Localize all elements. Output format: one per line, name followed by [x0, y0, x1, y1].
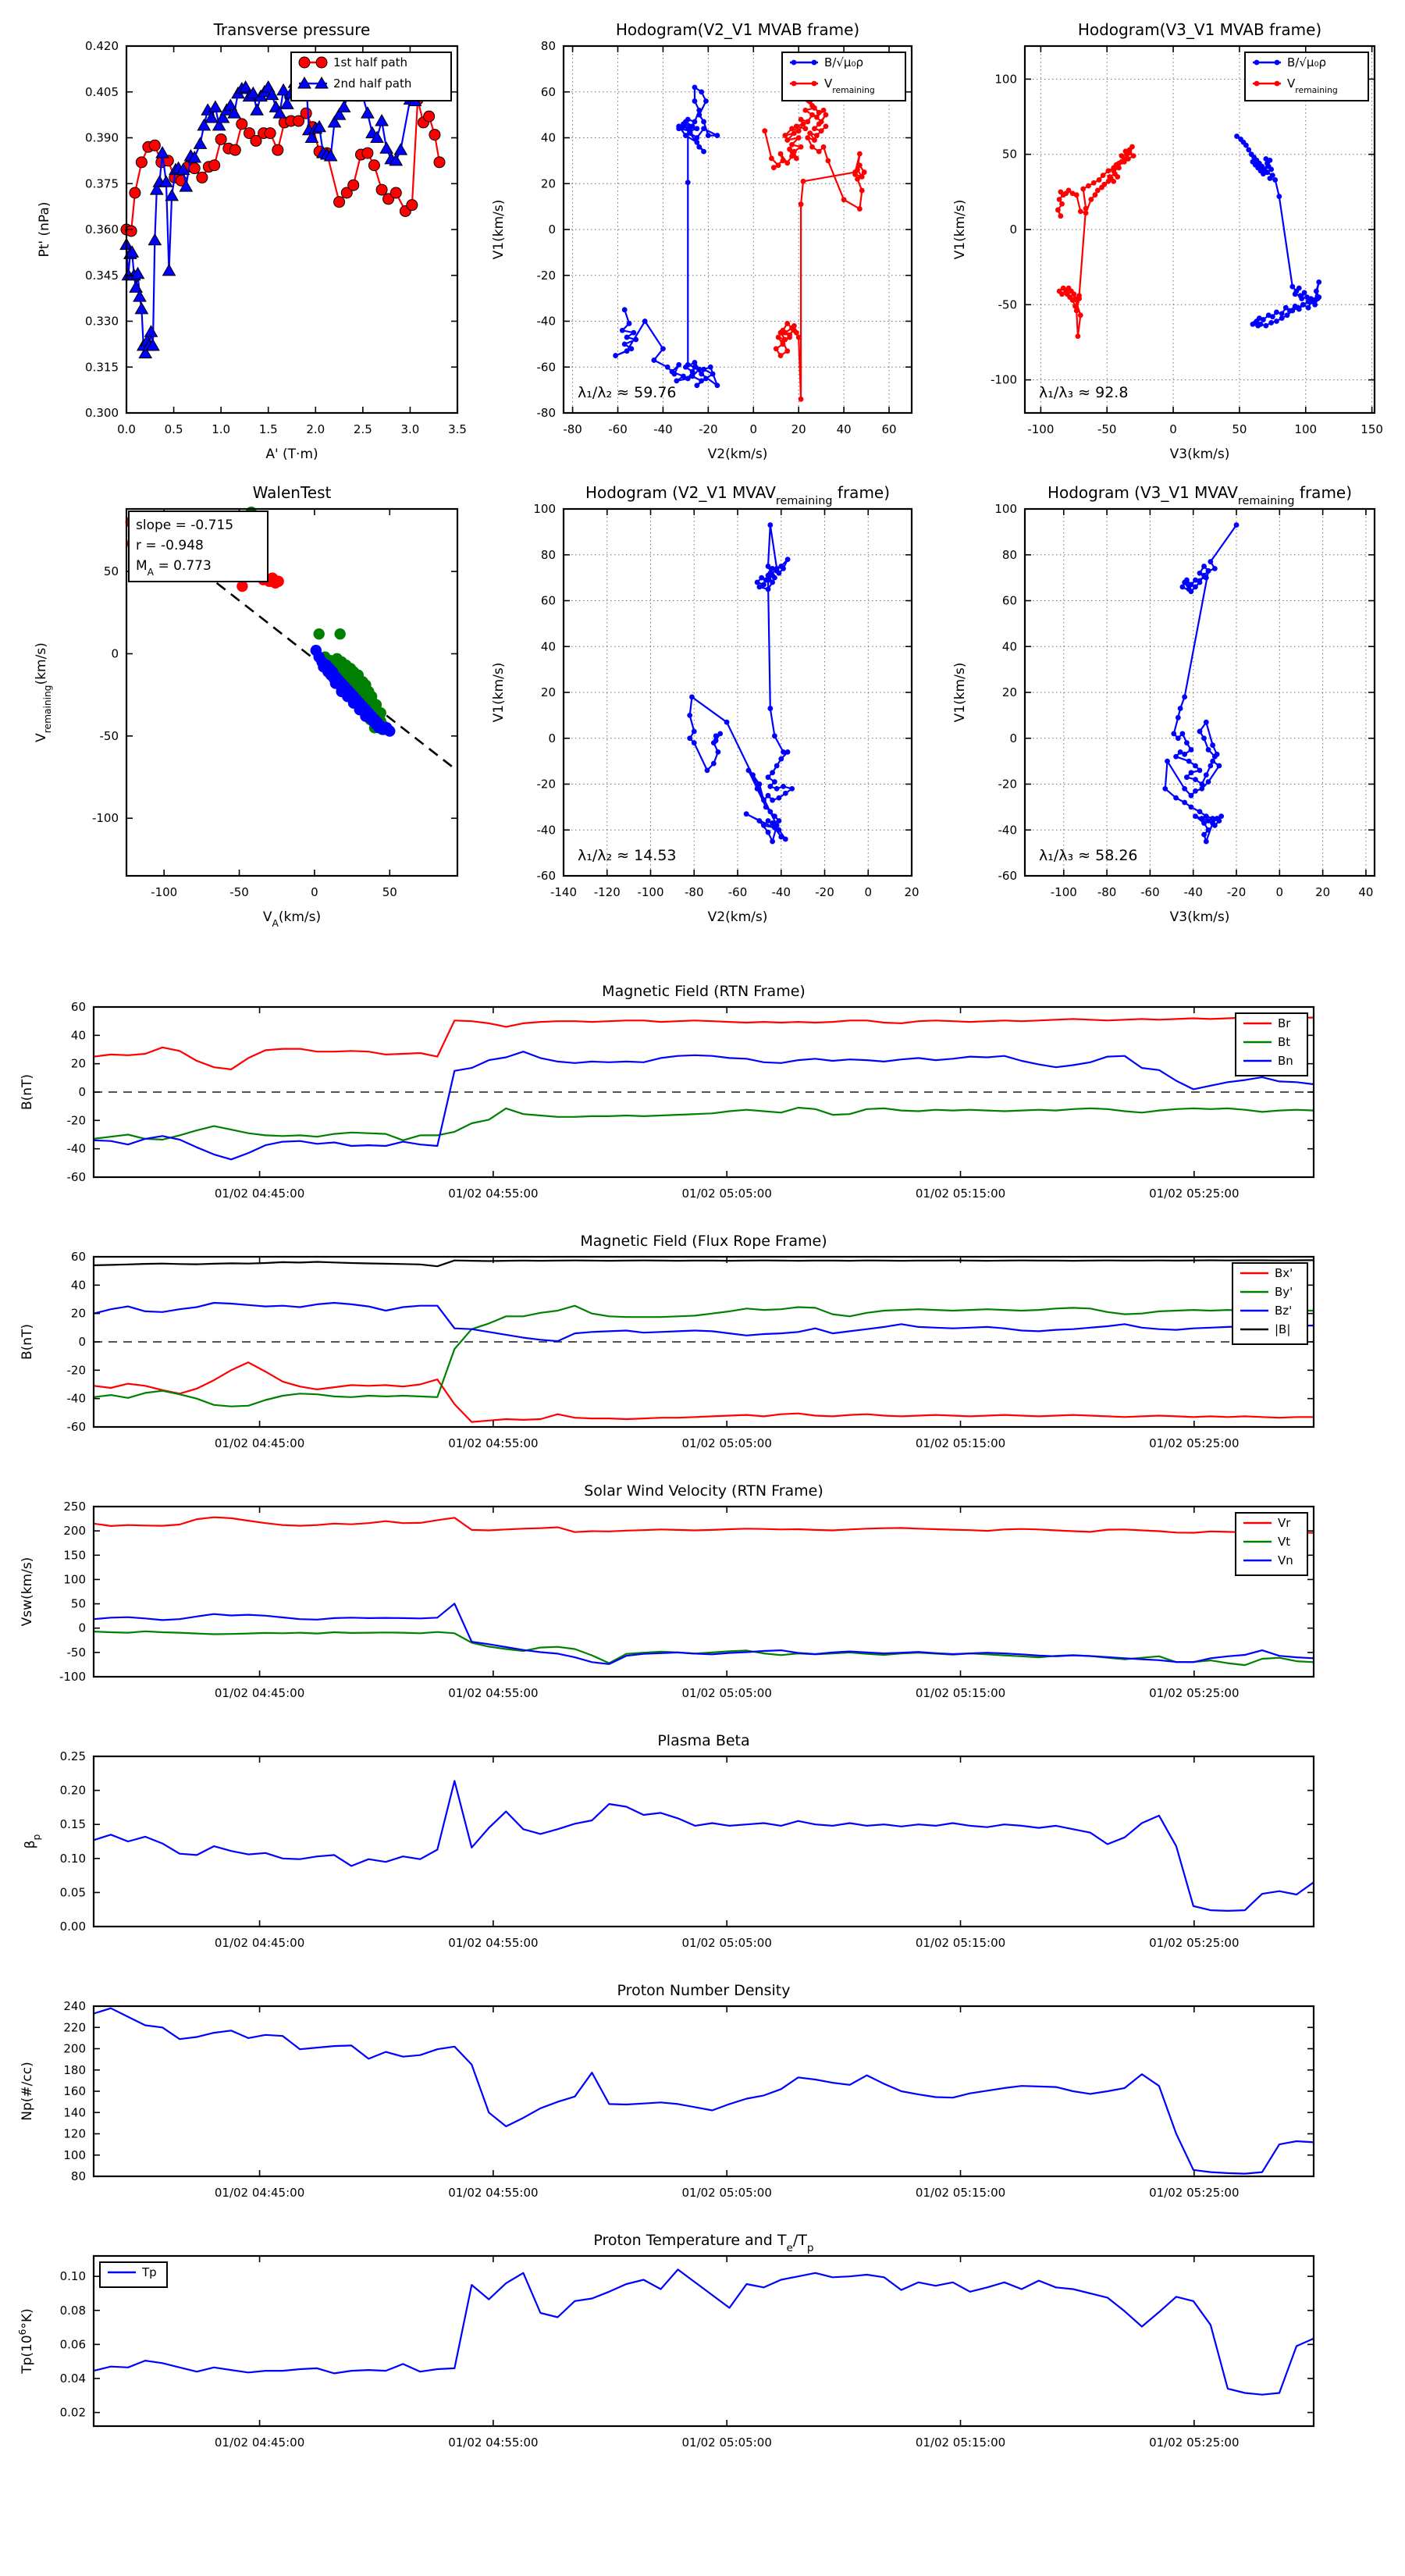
svg-text:01/02 05:25:00: 01/02 05:25:00: [1149, 1187, 1240, 1201]
svg-text:50: 50: [1001, 147, 1017, 162]
svg-text:40: 40: [836, 422, 852, 436]
svg-text:01/02 04:45:00: 01/02 04:45:00: [214, 1436, 305, 1450]
svg-text:-50: -50: [998, 297, 1017, 312]
svg-text:Solar Wind Velocity (RTN Frame: Solar Wind Velocity (RTN Frame): [584, 1482, 823, 1500]
svg-text:V1(km/s): V1(km/s): [952, 199, 968, 260]
svg-text:01/02 04:55:00: 01/02 04:55:00: [448, 1187, 539, 1201]
svg-text:-100: -100: [1050, 885, 1077, 899]
svg-text:0: 0: [311, 885, 318, 899]
svg-text:20: 20: [70, 1306, 86, 1321]
svg-text:-100: -100: [1027, 422, 1055, 436]
svg-text:-20: -20: [815, 885, 834, 899]
svg-text:-100: -100: [91, 811, 119, 826]
svg-text:0: 0: [78, 1621, 86, 1635]
svg-text:01/02 04:55:00: 01/02 04:55:00: [448, 1686, 539, 1700]
svg-text:Bn: Bn: [1278, 1054, 1293, 1068]
svg-text:60: 60: [881, 422, 897, 436]
svg-text:40: 40: [540, 639, 556, 654]
svg-text:By': By': [1275, 1285, 1293, 1299]
svg-text:Vremaining: $V_{remaining}$: [1287, 76, 1338, 95]
svg-text:50: 50: [382, 885, 397, 899]
svg-text:01/02 04:45:00: 01/02 04:45:00: [214, 1686, 305, 1700]
svg-text:Proton Temperature and Te/Tp: Proton Temperature and $T_e/T_p$: [593, 2232, 814, 2254]
svg-text:λ₁/λ₂ ≈ 14.53: λ₁/λ₂ ≈ 14.53: [578, 847, 677, 864]
svg-text:01/02 05:25:00: 01/02 05:25:00: [1149, 1436, 1240, 1450]
svg-text:40: 40: [70, 1028, 86, 1043]
svg-text:r = -0.948: r = -0.948: [136, 538, 204, 553]
svg-text:-40: -40: [66, 1391, 86, 1406]
svg-text:0.25: 0.25: [59, 1749, 86, 1763]
svg-text:100: 100: [533, 502, 556, 516]
svg-text:0.375: 0.375: [85, 176, 119, 191]
svg-text:Bx': Bx': [1275, 1266, 1293, 1280]
svg-text:Br: Br: [1278, 1016, 1291, 1030]
panel-proton-density: [0, 1976, 1405, 2226]
svg-text:Tp(106°K): $Tp(10^6^\circ K)$: [17, 2308, 35, 2374]
svg-text:40: 40: [1358, 885, 1374, 899]
svg-text:-60: -60: [536, 869, 556, 883]
svg-text:160: 160: [63, 2084, 86, 2098]
panel-hodogram-v2v1-mvav: [476, 475, 944, 937]
svg-text:2.0: 2.0: [306, 422, 325, 436]
svg-text:0.330: 0.330: [85, 314, 119, 329]
svg-text:01/02 05:15:00: 01/02 05:15:00: [915, 1436, 1006, 1450]
svg-text:-100: -100: [990, 372, 1017, 387]
svg-text:λ₁/λ₃ ≈ 58.26: λ₁/λ₃ ≈ 58.26: [1039, 847, 1138, 864]
svg-text:100: 100: [994, 502, 1017, 516]
svg-text:1.0: 1.0: [212, 422, 231, 436]
svg-text:B(nT): B(nT): [20, 1323, 35, 1361]
svg-text:100: 100: [1294, 422, 1318, 436]
svg-text:01/02 04:45:00: 01/02 04:45:00: [214, 1936, 305, 1950]
svg-text:A' (T·m): A' (T·m): [265, 447, 318, 462]
svg-text:-40: -40: [536, 314, 556, 329]
svg-text:40: 40: [1001, 639, 1017, 654]
svg-text:0: 0: [78, 1085, 86, 1099]
svg-text:1st half path: 1st half path: [333, 55, 408, 69]
panel-plasma-beta: [0, 1727, 1405, 1976]
svg-text:-120: -120: [593, 885, 621, 899]
svg-text:0.00: 0.00: [59, 1920, 86, 1934]
panel-hodogram-v2v1-mvab: [476, 12, 944, 474]
svg-text:01/02 05:25:00: 01/02 05:25:00: [1149, 1936, 1240, 1950]
svg-text:-20: -20: [536, 268, 556, 283]
svg-text:λ₁/λ₃ ≈ 92.8: λ₁/λ₃ ≈ 92.8: [1039, 384, 1129, 401]
svg-text:βp: $\beta_p$: [23, 1834, 42, 1849]
svg-text:250: 250: [63, 1500, 86, 1514]
svg-text:|B|: |B|: [1275, 1322, 1291, 1336]
svg-text:WalenTest: WalenTest: [252, 483, 332, 502]
svg-text:0: 0: [78, 1335, 86, 1349]
svg-text:0.300: 0.300: [85, 406, 119, 420]
svg-text:01/02 05:05:00: 01/02 05:05:00: [681, 2186, 772, 2200]
svg-text:01/02 05:05:00: 01/02 05:05:00: [681, 1436, 772, 1450]
svg-text:01/02 05:15:00: 01/02 05:15:00: [915, 2186, 1006, 2200]
svg-text:Proton Number Density: Proton Number Density: [617, 1982, 791, 1999]
svg-text:Pt' (nPa): Pt' (nPa): [37, 201, 52, 258]
svg-text:80: 80: [1001, 547, 1017, 562]
svg-text:20: 20: [540, 685, 556, 699]
svg-text:Hodogram (V2_V1 MVAVremaining: Hodogram (V2_V1 $MVAV_{remaining}$ frame): [585, 483, 891, 507]
svg-text:40: 40: [540, 130, 556, 145]
svg-text:20: 20: [1001, 685, 1017, 699]
svg-text:-60: -60: [66, 1170, 86, 1184]
svg-text:150: 150: [1361, 422, 1383, 436]
svg-text:0: 0: [111, 646, 119, 661]
svg-text:0: 0: [864, 885, 873, 899]
svg-text:140: 140: [63, 2105, 86, 2120]
svg-text:-100: -100: [151, 885, 178, 899]
svg-text:Plasma Beta: Plasma Beta: [657, 1732, 750, 1749]
svg-text:0: 0: [1275, 885, 1284, 899]
svg-text:Vremaining(km/s): $V_{remaining}(km/s)$: [34, 642, 53, 742]
svg-text:-80: -80: [1097, 885, 1117, 899]
svg-text:0.10: 0.10: [59, 1851, 86, 1866]
svg-text:-60: -60: [998, 869, 1017, 883]
svg-text:01/02 04:55:00: 01/02 04:55:00: [448, 1436, 539, 1450]
svg-text:V3(km/s): V3(km/s): [1169, 447, 1230, 462]
svg-text:Vr: Vr: [1278, 1516, 1291, 1530]
svg-text:50: 50: [103, 564, 119, 579]
svg-text:01/02 05:05:00: 01/02 05:05:00: [681, 1936, 772, 1950]
panel-walen-test: [8, 475, 476, 937]
svg-text:V2(km/s): V2(km/s): [707, 447, 768, 462]
svg-text:80: 80: [540, 547, 556, 562]
svg-text:0.360: 0.360: [85, 222, 119, 237]
svg-text:20: 20: [540, 176, 556, 191]
svg-text:3.0: 3.0: [400, 422, 420, 436]
svg-text:-50: -50: [1097, 422, 1117, 436]
svg-text:-60: -60: [727, 885, 748, 899]
svg-text:Hodogram (V3_V1 MVAVremaining: Hodogram (V3_V1 $MVAV_{remaining}$ frame): [1047, 483, 1353, 507]
svg-text:-60: -60: [608, 422, 628, 436]
svg-text:V1(km/s): V1(km/s): [952, 662, 968, 723]
svg-text:01/02 05:15:00: 01/02 05:15:00: [915, 1936, 1006, 1950]
svg-text:0: 0: [1169, 422, 1177, 436]
svg-text:60: 60: [70, 1000, 86, 1014]
svg-text:B(nT): B(nT): [20, 1073, 35, 1111]
svg-text:100: 100: [63, 1572, 86, 1587]
svg-text:V2(km/s): V2(km/s): [707, 909, 768, 925]
svg-text:0.405: 0.405: [85, 84, 119, 99]
svg-text:-50: -50: [99, 728, 119, 743]
svg-text:V3(km/s): V3(km/s): [1169, 909, 1230, 925]
svg-text:01/02 05:15:00: 01/02 05:15:00: [915, 1187, 1006, 1201]
svg-text:01/02 05:05:00: 01/02 05:05:00: [681, 2435, 772, 2450]
panel-hodogram-v3v1-mvav: [933, 475, 1405, 937]
svg-text:60: 60: [1001, 593, 1017, 608]
svg-text:Tp: Tp: [142, 2265, 157, 2279]
svg-text:Vt: Vt: [1278, 1535, 1291, 1549]
svg-text:-20: -20: [1226, 885, 1247, 899]
svg-text:VA(km/s): $V_A(km/s)$: [262, 909, 322, 929]
svg-text:-20: -20: [66, 1363, 86, 1378]
svg-text:150: 150: [63, 1548, 86, 1563]
svg-text:60: 60: [540, 593, 556, 608]
svg-text:0.08: 0.08: [59, 2303, 86, 2318]
panel-magnetic-field-rtn: [0, 977, 1405, 1227]
svg-text:0.5: 0.5: [164, 422, 183, 436]
svg-text:01/02 04:55:00: 01/02 04:55:00: [448, 1936, 539, 1950]
panel-proton-temperature: [0, 2226, 1405, 2484]
svg-text:-40: -40: [653, 422, 673, 436]
svg-text:100: 100: [994, 72, 1017, 87]
svg-text:01/02 05:05:00: 01/02 05:05:00: [681, 1187, 772, 1201]
svg-text:0.315: 0.315: [85, 360, 119, 375]
svg-text:50: 50: [1232, 422, 1247, 436]
svg-text:Vn: Vn: [1278, 1553, 1293, 1567]
svg-text:0.15: 0.15: [59, 1817, 86, 1832]
svg-text:-140: -140: [550, 885, 578, 899]
svg-text:0.10: 0.10: [59, 2269, 86, 2284]
svg-text:V1(km/s): V1(km/s): [491, 662, 507, 723]
svg-text:-80: -80: [563, 422, 582, 436]
svg-text:60: 60: [540, 84, 556, 99]
svg-text:40: 40: [70, 1278, 86, 1293]
svg-text:0: 0: [548, 222, 556, 237]
svg-text:0: 0: [749, 422, 758, 436]
svg-text:0.02: 0.02: [59, 2405, 86, 2420]
svg-text:200: 200: [63, 2041, 86, 2056]
svg-text:Vremaining: $V_{remaining}$: [824, 76, 875, 95]
svg-text:-40: -40: [66, 1141, 86, 1156]
svg-text:0.20: 0.20: [59, 1783, 86, 1798]
svg-text:60: 60: [70, 1250, 86, 1264]
svg-text:0: 0: [1009, 222, 1017, 237]
svg-text:0.0: 0.0: [117, 422, 136, 436]
panel-magnetic-field-fluxrope: [0, 1227, 1405, 1477]
svg-text:220: 220: [63, 2020, 86, 2035]
svg-text:Bz': Bz': [1275, 1304, 1293, 1318]
svg-text:Hodogram(V3_V1 MVAB frame): Hodogram(V3_V1 MVAB frame): [1077, 20, 1322, 39]
svg-text:240: 240: [63, 1999, 86, 2013]
svg-text:-20: -20: [699, 422, 718, 436]
svg-text:V1(km/s): V1(km/s): [491, 199, 507, 260]
svg-text:01/02 05:05:00: 01/02 05:05:00: [681, 1686, 772, 1700]
svg-text:01/02 04:55:00: 01/02 04:55:00: [448, 2435, 539, 2450]
svg-text:-20: -20: [66, 1113, 86, 1128]
svg-text:20: 20: [791, 422, 806, 436]
svg-text:-80: -80: [536, 406, 556, 420]
svg-text:slope = -0.715: slope = -0.715: [136, 518, 234, 533]
svg-text:200: 200: [63, 1524, 86, 1539]
svg-text:Np(#/cc): Np(#/cc): [20, 2062, 35, 2121]
panel-solar-wind-velocity: [0, 1477, 1405, 1727]
svg-text:-100: -100: [637, 885, 664, 899]
svg-text:0: 0: [1009, 731, 1017, 745]
svg-text:180: 180: [63, 2062, 86, 2077]
svg-text:0: 0: [548, 731, 556, 745]
svg-text:-60: -60: [66, 1420, 86, 1434]
svg-text:01/02 04:45:00: 01/02 04:45:00: [214, 2186, 305, 2200]
svg-text:Hodogram(V2_V1 MVAB frame): Hodogram(V2_V1 MVAB frame): [615, 20, 860, 39]
svg-text:01/02 05:25:00: 01/02 05:25:00: [1149, 1686, 1240, 1700]
panel-hodogram-v3v1-mvab: [933, 12, 1405, 474]
svg-text:λ₁/λ₂ ≈ 59.76: λ₁/λ₂ ≈ 59.76: [578, 384, 677, 401]
svg-text:80: 80: [540, 39, 556, 53]
svg-text:80: 80: [70, 2169, 86, 2183]
svg-text:-40: -40: [998, 823, 1017, 838]
svg-text:-80: -80: [685, 885, 704, 899]
svg-text:-100: -100: [59, 1670, 86, 1684]
svg-text:2nd half path: 2nd half path: [333, 76, 412, 91]
svg-text:Bt: Bt: [1278, 1035, 1291, 1049]
svg-text:-20: -20: [536, 777, 556, 792]
svg-text:-50: -50: [66, 1645, 86, 1660]
svg-text:-40: -40: [1183, 885, 1203, 899]
svg-text:01/02 04:55:00: 01/02 04:55:00: [448, 2186, 539, 2200]
svg-text:-60: -60: [536, 360, 556, 375]
svg-text:B/√μ₀ρ: B/√μ₀ρ: [824, 55, 863, 69]
svg-text:Magnetic Field (Flux Rope Fram: Magnetic Field (Flux Rope Frame): [580, 1233, 827, 1250]
svg-text:0.06: 0.06: [59, 2337, 86, 2352]
svg-text:20: 20: [1315, 885, 1331, 899]
svg-text:Transverse pressure: Transverse pressure: [213, 20, 371, 39]
svg-text:3.5: 3.5: [448, 422, 467, 436]
svg-text:-60: -60: [1140, 885, 1160, 899]
svg-text:01/02 05:25:00: 01/02 05:25:00: [1149, 2186, 1240, 2200]
svg-text:20: 20: [904, 885, 919, 899]
svg-text:0.420: 0.420: [85, 39, 119, 53]
svg-text:01/02 04:45:00: 01/02 04:45:00: [214, 2435, 305, 2450]
svg-text:120: 120: [63, 2126, 86, 2141]
svg-text:0.345: 0.345: [85, 268, 119, 283]
svg-text:01/02 04:45:00: 01/02 04:45:00: [214, 1187, 305, 1201]
svg-text:Magnetic Field (RTN Frame): Magnetic Field (RTN Frame): [602, 983, 806, 1000]
svg-text:100: 100: [63, 2147, 86, 2162]
svg-text:0.05: 0.05: [59, 1885, 86, 1900]
svg-text:01/02 05:15:00: 01/02 05:15:00: [915, 1686, 1006, 1700]
svg-text:0.390: 0.390: [85, 130, 119, 145]
svg-text:20: 20: [70, 1056, 86, 1071]
svg-text:B/√μ₀ρ: B/√μ₀ρ: [1287, 55, 1326, 69]
svg-text:01/02 05:15:00: 01/02 05:15:00: [915, 2435, 1006, 2450]
svg-text:0.04: 0.04: [59, 2371, 86, 2386]
svg-text:2.5: 2.5: [353, 422, 372, 436]
svg-text:Vsw(km/s): Vsw(km/s): [20, 1557, 35, 1627]
svg-text:-40: -40: [771, 885, 791, 899]
svg-text:-20: -20: [998, 777, 1017, 792]
svg-text:-40: -40: [536, 823, 556, 838]
svg-text:50: 50: [70, 1596, 86, 1611]
svg-text:01/02 05:25:00: 01/02 05:25:00: [1149, 2435, 1240, 2450]
svg-text:MA = 0.773: $M_A = 0.773$: [136, 558, 212, 578]
svg-text:-50: -50: [229, 885, 249, 899]
panel-transverse-pressure: [8, 12, 476, 474]
svg-text:1.5: 1.5: [258, 422, 278, 436]
